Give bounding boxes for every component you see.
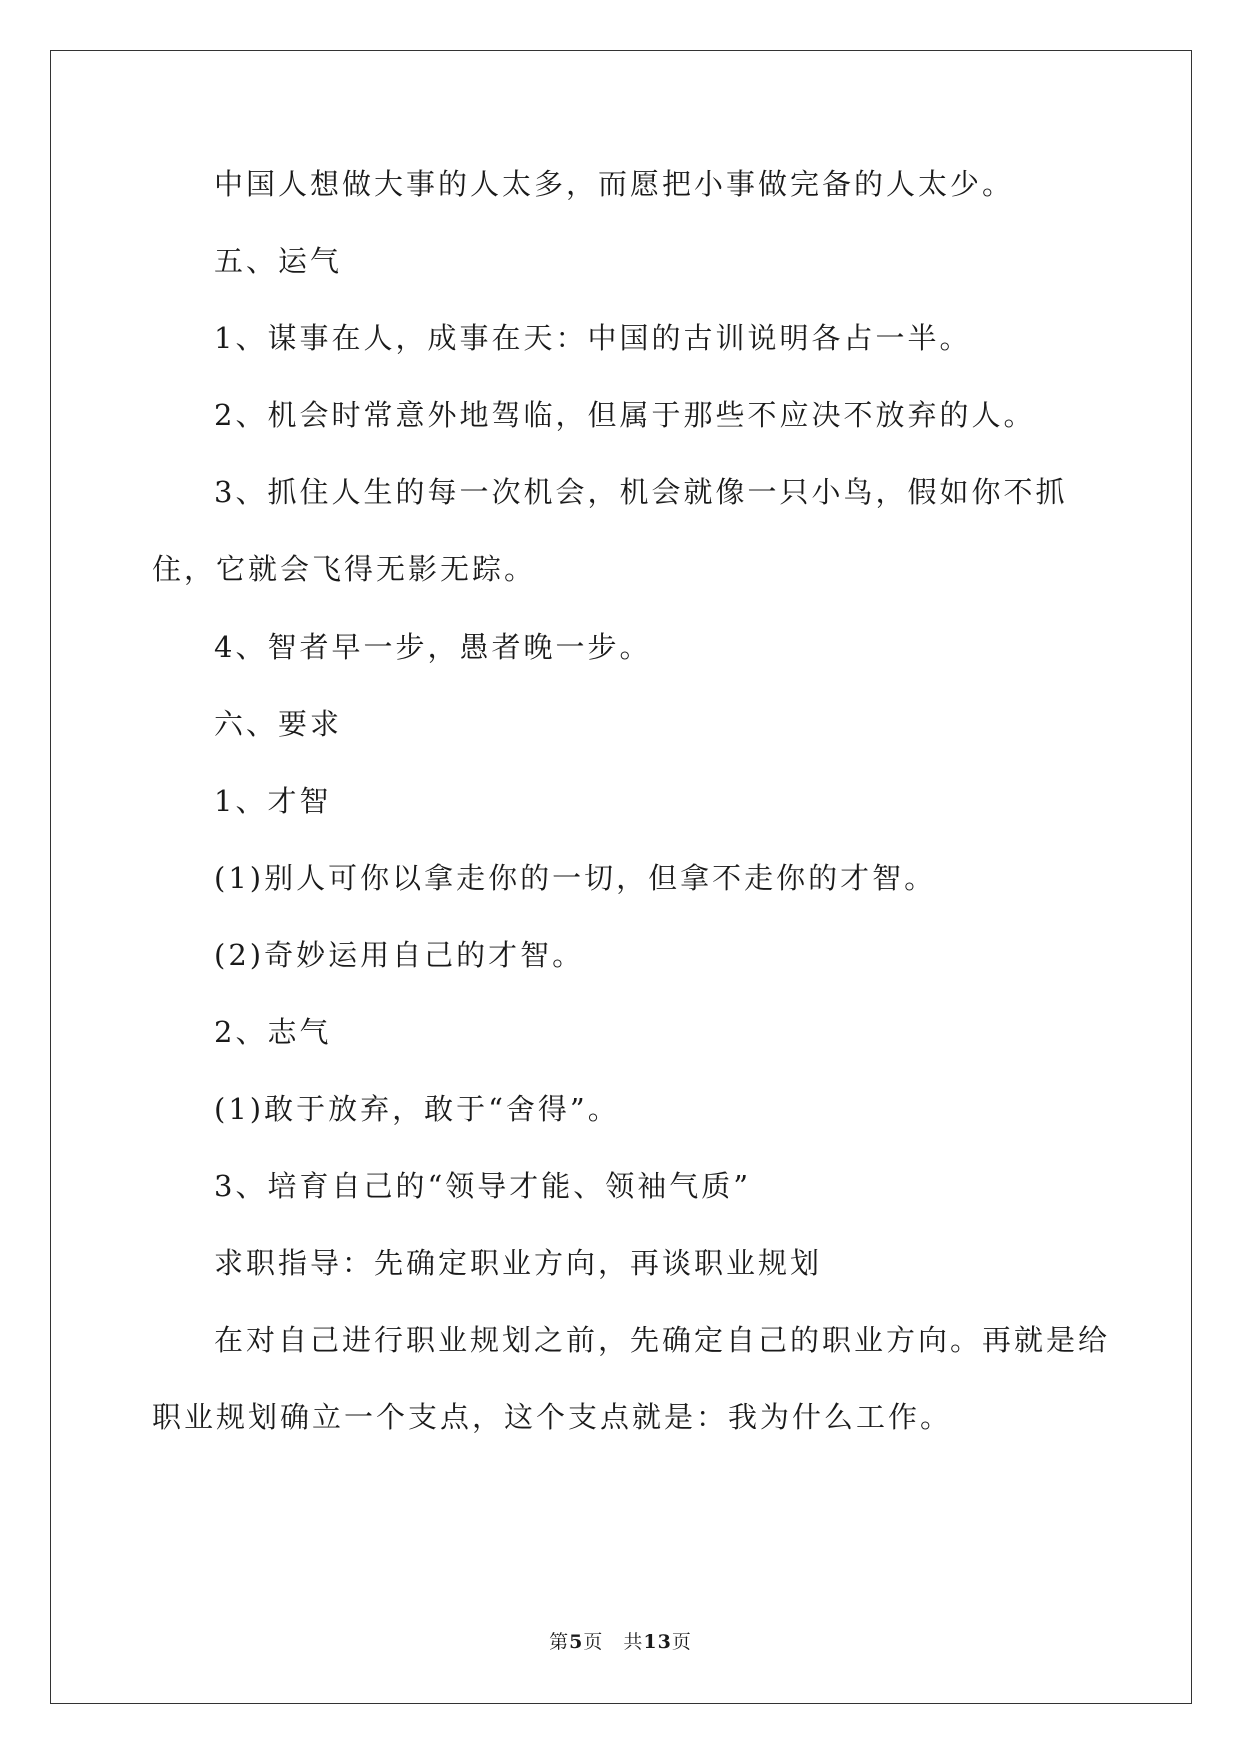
page-footer: [0, 1627, 1241, 1654]
footer-prefix: 第: [549, 1631, 570, 1653]
paragraph: (1)敢于放弃，敢于“舍得”。: [214, 1092, 620, 1126]
footer-page-number: 5: [569, 1631, 584, 1653]
paragraph: 3、培育自己的“领导才能、领袖气质”: [214, 1169, 752, 1203]
footer-page-suffix: 页: [583, 1631, 604, 1653]
paragraph: (1)别人可你以拿走你的一切，但拿不走你的才智。: [214, 861, 937, 895]
paragraph: 中国人想做大事的人太多，而愿把小事做完备的人太少。: [214, 167, 1015, 201]
paragraph: 在对自己进行职业规划之前，先确定自己的职业方向。再就是给职业规划确立一个支点，这个支点就是：我为什么工作。: [152, 1323, 1111, 1434]
section-heading: 六、要求: [214, 707, 343, 741]
footer-total-prefix: 共: [623, 1631, 644, 1653]
document-body: [152, 165, 1117, 1476]
paragraph: (2)奇妙运用自己的才智。: [214, 938, 585, 972]
section-heading: 求职指导：先确定职业方向，再谈职业规划: [214, 1246, 823, 1280]
footer-total-suffix: 页: [671, 1631, 692, 1653]
paragraph: 4、智者早一步，愚者晚一步。: [214, 630, 652, 664]
section-heading: 五、运气: [214, 244, 343, 278]
footer-total-pages: 13: [643, 1631, 672, 1653]
paragraph: 1、谋事在人，成事在天：中国的古训说明各占一半。: [214, 321, 972, 355]
paragraph: 3、抓住人生的每一次机会，机会就像一只小鸟，假如你不抓住，它就会飞得无影无踪。: [152, 475, 1068, 586]
subheading: 1、才智: [214, 784, 332, 818]
subheading: 2、志气: [214, 1015, 332, 1049]
paragraph: 2、机会时常意外地驾临，但属于那些不应决不放弃的人。: [214, 398, 1036, 432]
